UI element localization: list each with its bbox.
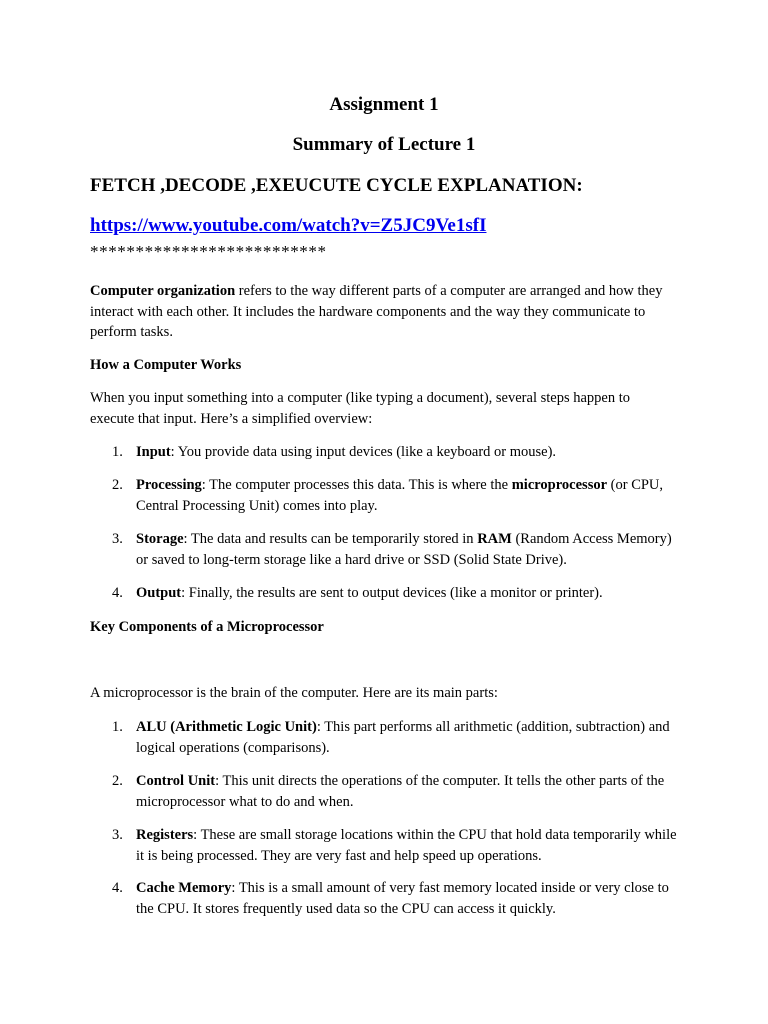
- list-number: 4.: [112, 585, 123, 601]
- list-item: [112, 878, 678, 919]
- list-number: 2.: [112, 477, 123, 493]
- list-item: [112, 717, 678, 758]
- separator-stars: **************************: [90, 242, 327, 261]
- list-text: : The data and results can be temporarily stored in: [183, 531, 478, 547]
- list-number: 3.: [112, 531, 123, 547]
- list-number: 1.: [112, 719, 123, 735]
- list-item: [112, 771, 678, 812]
- how-intro-paragraph: When you input something into a computer (like typing a document), several steps happen to execute that input. Here’s a simplified overview:: [90, 390, 630, 427]
- list-number: 4.: [112, 880, 123, 896]
- list-term: Cache Memory: [136, 880, 232, 896]
- list-text: : This is a small amount of very fast memory located inside or very close to the CPU. It stores frequently used data so the CPU can access it quickly.: [136, 880, 669, 917]
- key-components-heading: Key Components of a Microprocessor: [90, 619, 324, 635]
- list-text: : This unit directs the operations of the computer. It tells the other parts of the microprocessor what to do and when.: [136, 773, 665, 810]
- list-text: : This part performs all arithmetic (addition, subtraction) and logical operations (comparisons).: [136, 719, 670, 756]
- list-bold-term: microprocessor: [511, 477, 608, 493]
- youtube-link[interactable]: https://www.youtube.com/watch?v=Z5JC9Ve1sfI: [90, 215, 487, 236]
- list-number: 1.: [112, 444, 123, 460]
- list-term: Output: [136, 585, 182, 601]
- intro-paragraph: [90, 281, 670, 343]
- list-term: Storage: [136, 531, 184, 547]
- micro-intro-paragraph: A microprocessor is the brain of the computer. Here are its main parts:: [90, 685, 498, 701]
- list-term: Input: [136, 444, 171, 460]
- list-term: Control Unit: [136, 773, 216, 789]
- list-text: : Finally, the results are sent to output devices (like a monitor or printer).: [181, 585, 603, 601]
- intro-term: Computer organization: [90, 283, 236, 299]
- list-term: Registers: [136, 827, 194, 843]
- list-term: Processing: [136, 477, 202, 493]
- list-item: [112, 583, 678, 604]
- list-number: 3.: [112, 827, 123, 843]
- list-number: 2.: [112, 773, 123, 789]
- how-heading: How a Computer Works: [90, 357, 242, 373]
- list-item: [112, 475, 678, 516]
- list-text: : You provide data using input devices (like a keyboard or mouse).: [170, 444, 557, 460]
- list-bold-term: RAM: [477, 531, 512, 547]
- lecture-subtitle: Summary of Lecture 1: [292, 134, 476, 155]
- assignment-title: Assignment 1: [329, 94, 439, 115]
- list-item: [112, 442, 678, 463]
- list-text: (or CPU, Central Processing Unit) comes into play.: [136, 477, 664, 514]
- list-text: (Random Access Memory) or saved to long-term storage like a hard drive or SSD (Solid State Drive).: [136, 531, 672, 568]
- list-text: : The computer processes this data. This is where the: [201, 477, 512, 493]
- list-item: [112, 529, 678, 570]
- cycle-heading: FETCH ,DECODE ,EXEUCUTE CYCLE EXPLANATION:: [90, 175, 583, 196]
- list-term: ALU (Arithmetic Logic Unit): [136, 719, 317, 735]
- list-item: [112, 825, 678, 866]
- list-text: : These are small storage locations within the CPU that hold data temporarily while it is being processed. They are very fast and help speed up operations.: [136, 827, 677, 864]
- intro-text: refers to the way different parts of a computer are arranged and how they interact with each other. It includes the hardware components and the way they communicate to perform tasks.: [90, 283, 663, 340]
